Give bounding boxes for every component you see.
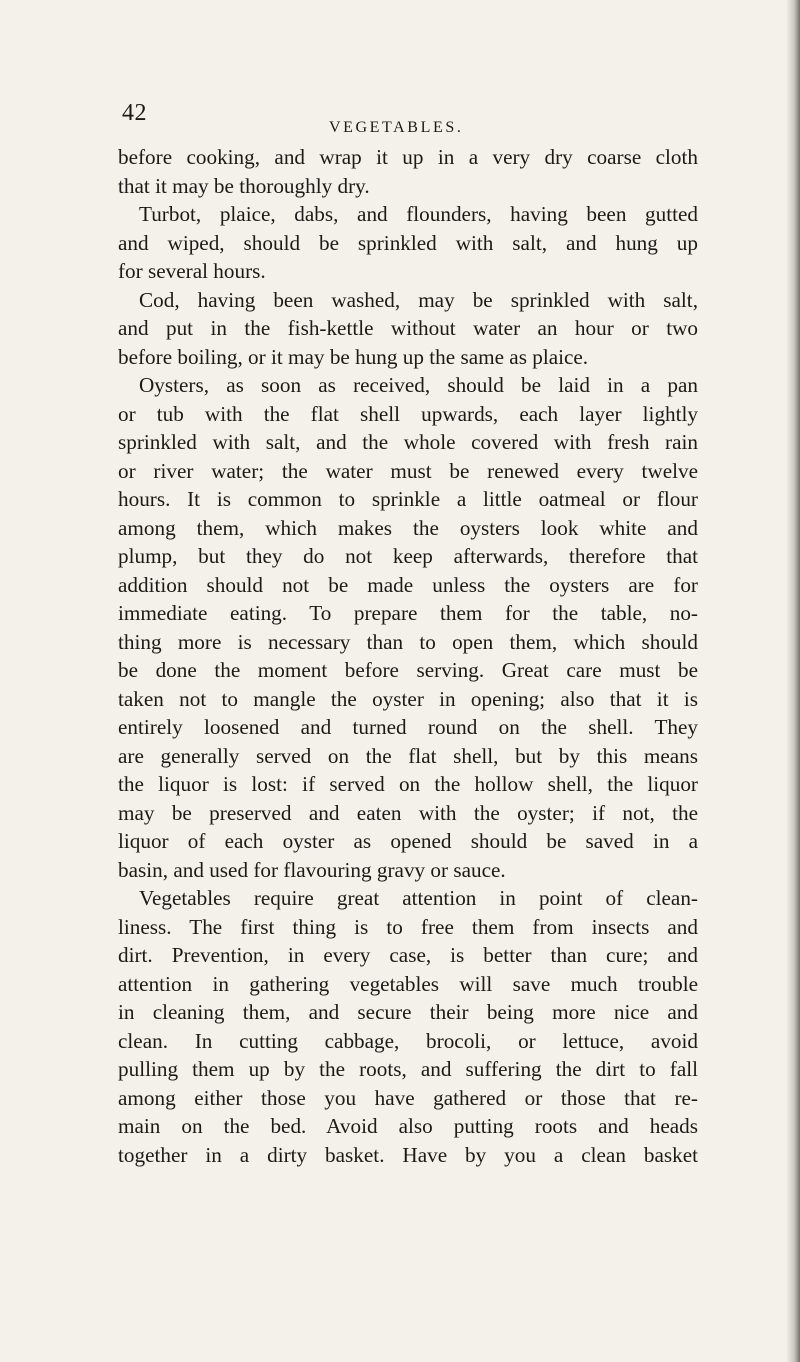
- text-line: liness. The first thing is to free them from insects and: [118, 914, 698, 939]
- text-line: clean. In cutting cabbage, brocoli, or lettuce, avoid: [118, 1028, 698, 1053]
- text-line: before cooking, and wrap it up in a very dry coarse cloth: [118, 145, 698, 169]
- text-line: main on the bed. Avoid also putting roots and heads: [118, 1114, 698, 1138]
- text-line: plump, but they do not keep afterwards, therefore that: [118, 544, 698, 568]
- text-line: Cod, having been washed, may be sprinkled with salt,: [139, 287, 698, 312]
- text-line: dirt. Prevention, in every case, is better than cure; and: [118, 943, 698, 967]
- text-line: immediate eating. To prepare them for the table, no-: [118, 601, 698, 625]
- page-number: 42: [122, 100, 147, 126]
- text-line: that it may be thoroughly dry.: [118, 173, 370, 198]
- body-text: [118, 143, 698, 1169]
- text-line: in cleaning them, and secure their being more nice and: [118, 1000, 698, 1024]
- text-line: Vegetables require great attention in point of clean-: [139, 886, 698, 910]
- text-line: Turbot, plaice, dabs, and flounders, having been gutted: [139, 202, 698, 226]
- text-line: or tub with the flat shell upwards, each layer lightly: [118, 401, 698, 426]
- text-line: for several hours.: [118, 259, 266, 283]
- text-line: addition should not be made unless the oysters are for: [118, 572, 698, 597]
- text-line: the liquor is lost: if served on the hollow shell, the liquor: [118, 772, 698, 796]
- text-line: pulling them up by the roots, and suffering the dirt to fall: [118, 1057, 698, 1081]
- text-line: attention in gathering vegetables will save much trouble: [118, 971, 698, 996]
- text-line: entirely loosened and turned round on the shell. They: [118, 715, 698, 739]
- text-line: liquor of each oyster as opened should be saved in a: [118, 829, 698, 853]
- text-line: may be preserved and eaten with the oyster; if not, the: [118, 800, 698, 825]
- text-line: be done the moment before serving. Great care must be: [118, 658, 698, 682]
- text-line: thing more is necessary than to open them, which should: [118, 629, 698, 654]
- page-edge-shadow: [786, 0, 800, 1362]
- text-line: hours. It is common to sprinkle a little oatmeal or flour: [118, 487, 698, 511]
- text-line: sprinkled with salt, and the whole covered with fresh rain: [118, 430, 698, 454]
- text-line: before boiling, or it may be hung up the same as plaice.: [118, 344, 589, 369]
- text-line: and put in the fish-kettle without water an hour or two: [118, 316, 698, 340]
- text-line: are generally served on the flat shell, but by this means: [118, 743, 698, 768]
- text-line: among them, which makes the oysters look white and: [118, 515, 698, 540]
- text-line: among either those you have gathered or those that re-: [118, 1085, 698, 1110]
- text-line: taken not to mangle the oyster in opening; also that it is: [118, 686, 698, 711]
- text-line: Oysters, as soon as received, should be laid in a pan: [139, 373, 698, 397]
- text-line: or river water; the water must be renewed every twelve: [118, 458, 698, 483]
- running-title: VEGETABLES.: [329, 119, 464, 136]
- text-line: together in a dirty basket. Have by you a clean basket: [118, 1142, 698, 1167]
- text-line: basin, and used for flavouring gravy or sauce.: [118, 857, 506, 882]
- text-line: and wiped, should be sprinkled with salt, and hung up: [118, 230, 698, 255]
